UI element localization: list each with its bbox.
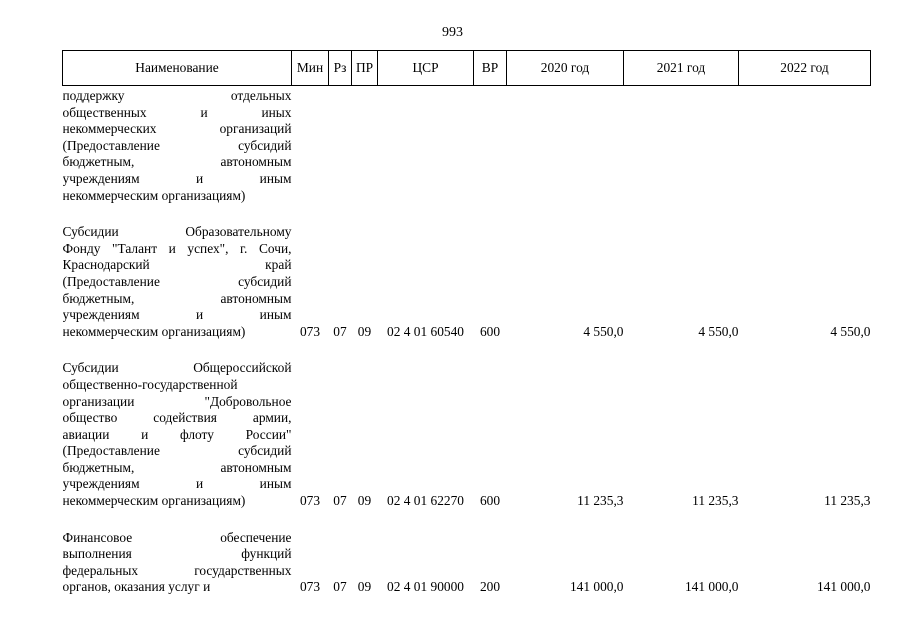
table-row	[63, 204, 871, 340]
row-name-line: (Предоставление субсидий	[62, 273, 292, 289]
row-csr: 02 4 01 90000	[387, 579, 464, 595]
row-csr: 02 4 01 60540	[387, 323, 464, 339]
row-name-line: авиации и флоту России"	[62, 426, 292, 442]
row-amount-2020: 4 550,0	[583, 323, 624, 339]
table-row	[63, 86, 871, 205]
row-name	[63, 204, 292, 340]
row-min: 073	[299, 579, 321, 595]
row-name-line: Краснодарский край	[62, 257, 292, 273]
header-rz: Рз	[329, 51, 352, 86]
row-name-line: учреждениям и иным	[62, 307, 292, 323]
row-rz: 07	[333, 323, 347, 339]
header-2020: 2020 год	[507, 51, 624, 86]
row-name	[63, 510, 292, 596]
row-name-line: общественно-государственной	[62, 376, 238, 392]
row-csr	[378, 86, 474, 205]
row-vr: 600	[479, 323, 501, 339]
header-2022: 2022 год	[739, 51, 871, 86]
row-csr: 02 4 01 62270	[387, 493, 464, 509]
row-amount-2021	[624, 86, 739, 205]
header-2021: 2021 год	[624, 51, 739, 86]
row-pr	[352, 86, 378, 205]
row-min: 073	[299, 493, 321, 509]
row-name-line: (Предоставление субсидий	[62, 443, 292, 459]
page-number: 993	[442, 25, 463, 40]
row-pr: 09	[357, 493, 372, 509]
row-name-line: федеральных государственных	[62, 562, 292, 578]
row-rz: 07	[333, 493, 347, 509]
row-name-line: (Предоставление субсидий	[62, 137, 292, 153]
table-header-row	[63, 51, 871, 86]
row-name-line: учреждениям и иным	[62, 476, 292, 492]
row-vr	[474, 86, 507, 205]
row-name	[63, 86, 292, 205]
row-amount-2020: 141 000,0	[569, 579, 624, 595]
row-min	[292, 86, 329, 205]
row-name-line: некоммерческим организациям)	[62, 323, 246, 339]
row-name-line: общественных и иных	[62, 104, 292, 120]
row-amount-2020	[507, 86, 624, 205]
table-row	[63, 340, 871, 509]
row-amount-2022: 141 000,0	[816, 579, 871, 595]
row-name-line: организации "Добровольное	[62, 393, 292, 409]
row-pr: 09	[357, 579, 372, 595]
row-vr: 200	[479, 579, 501, 595]
row-pr: 09	[357, 323, 372, 339]
row-name-line: бюджетным, автономным	[62, 154, 292, 170]
row-name-line: органов, оказания услуг и	[62, 579, 211, 595]
row-name-line: некоммерческих организаций	[62, 121, 292, 137]
row-rz	[329, 86, 352, 205]
table-row	[63, 510, 871, 596]
row-amount-2020: 11 235,3	[577, 493, 624, 509]
row-min: 073	[299, 323, 321, 339]
row-name-line: некоммерческим организациям)	[62, 187, 246, 203]
row-name-line: Финансовое обеспечение	[62, 529, 292, 545]
header-vr: ВР	[474, 51, 507, 86]
header-name: Наименование	[63, 51, 292, 86]
budget-table	[62, 50, 871, 596]
row-amount-2022: 11 235,3	[824, 493, 871, 509]
row-amount-2021: 11 235,3	[692, 493, 739, 509]
row-amount-2021: 4 550,0	[698, 323, 739, 339]
row-name-line: бюджетным, автономным	[62, 459, 292, 475]
header-csr: ЦСР	[378, 51, 474, 86]
row-name-line: учреждениям и иным	[62, 170, 292, 186]
row-vr: 600	[479, 493, 501, 509]
row-name-line: Субсидии Образовательному	[62, 224, 292, 240]
row-amount-2022: 4 550,0	[830, 323, 871, 339]
row-name-line: некоммерческим организациям)	[62, 493, 246, 509]
header-pr: ПР	[352, 51, 378, 86]
row-name-line: выполнения функций	[62, 546, 292, 562]
row-name-line: поддержку отдельных	[62, 88, 292, 103]
row-name-line: бюджетным, автономным	[62, 290, 292, 306]
row-amount-2021: 141 000,0	[684, 579, 739, 595]
row-name-line: Субсидии Общероссийской	[62, 360, 292, 376]
header-min: Мин	[292, 51, 329, 86]
row-rz: 07	[333, 579, 347, 595]
row-name	[63, 340, 292, 509]
row-name-line: Фонду "Талант и успех", г. Сочи,	[62, 240, 292, 256]
row-amount-2022	[739, 86, 871, 205]
row-name-line: общество содействия армии,	[62, 410, 292, 426]
